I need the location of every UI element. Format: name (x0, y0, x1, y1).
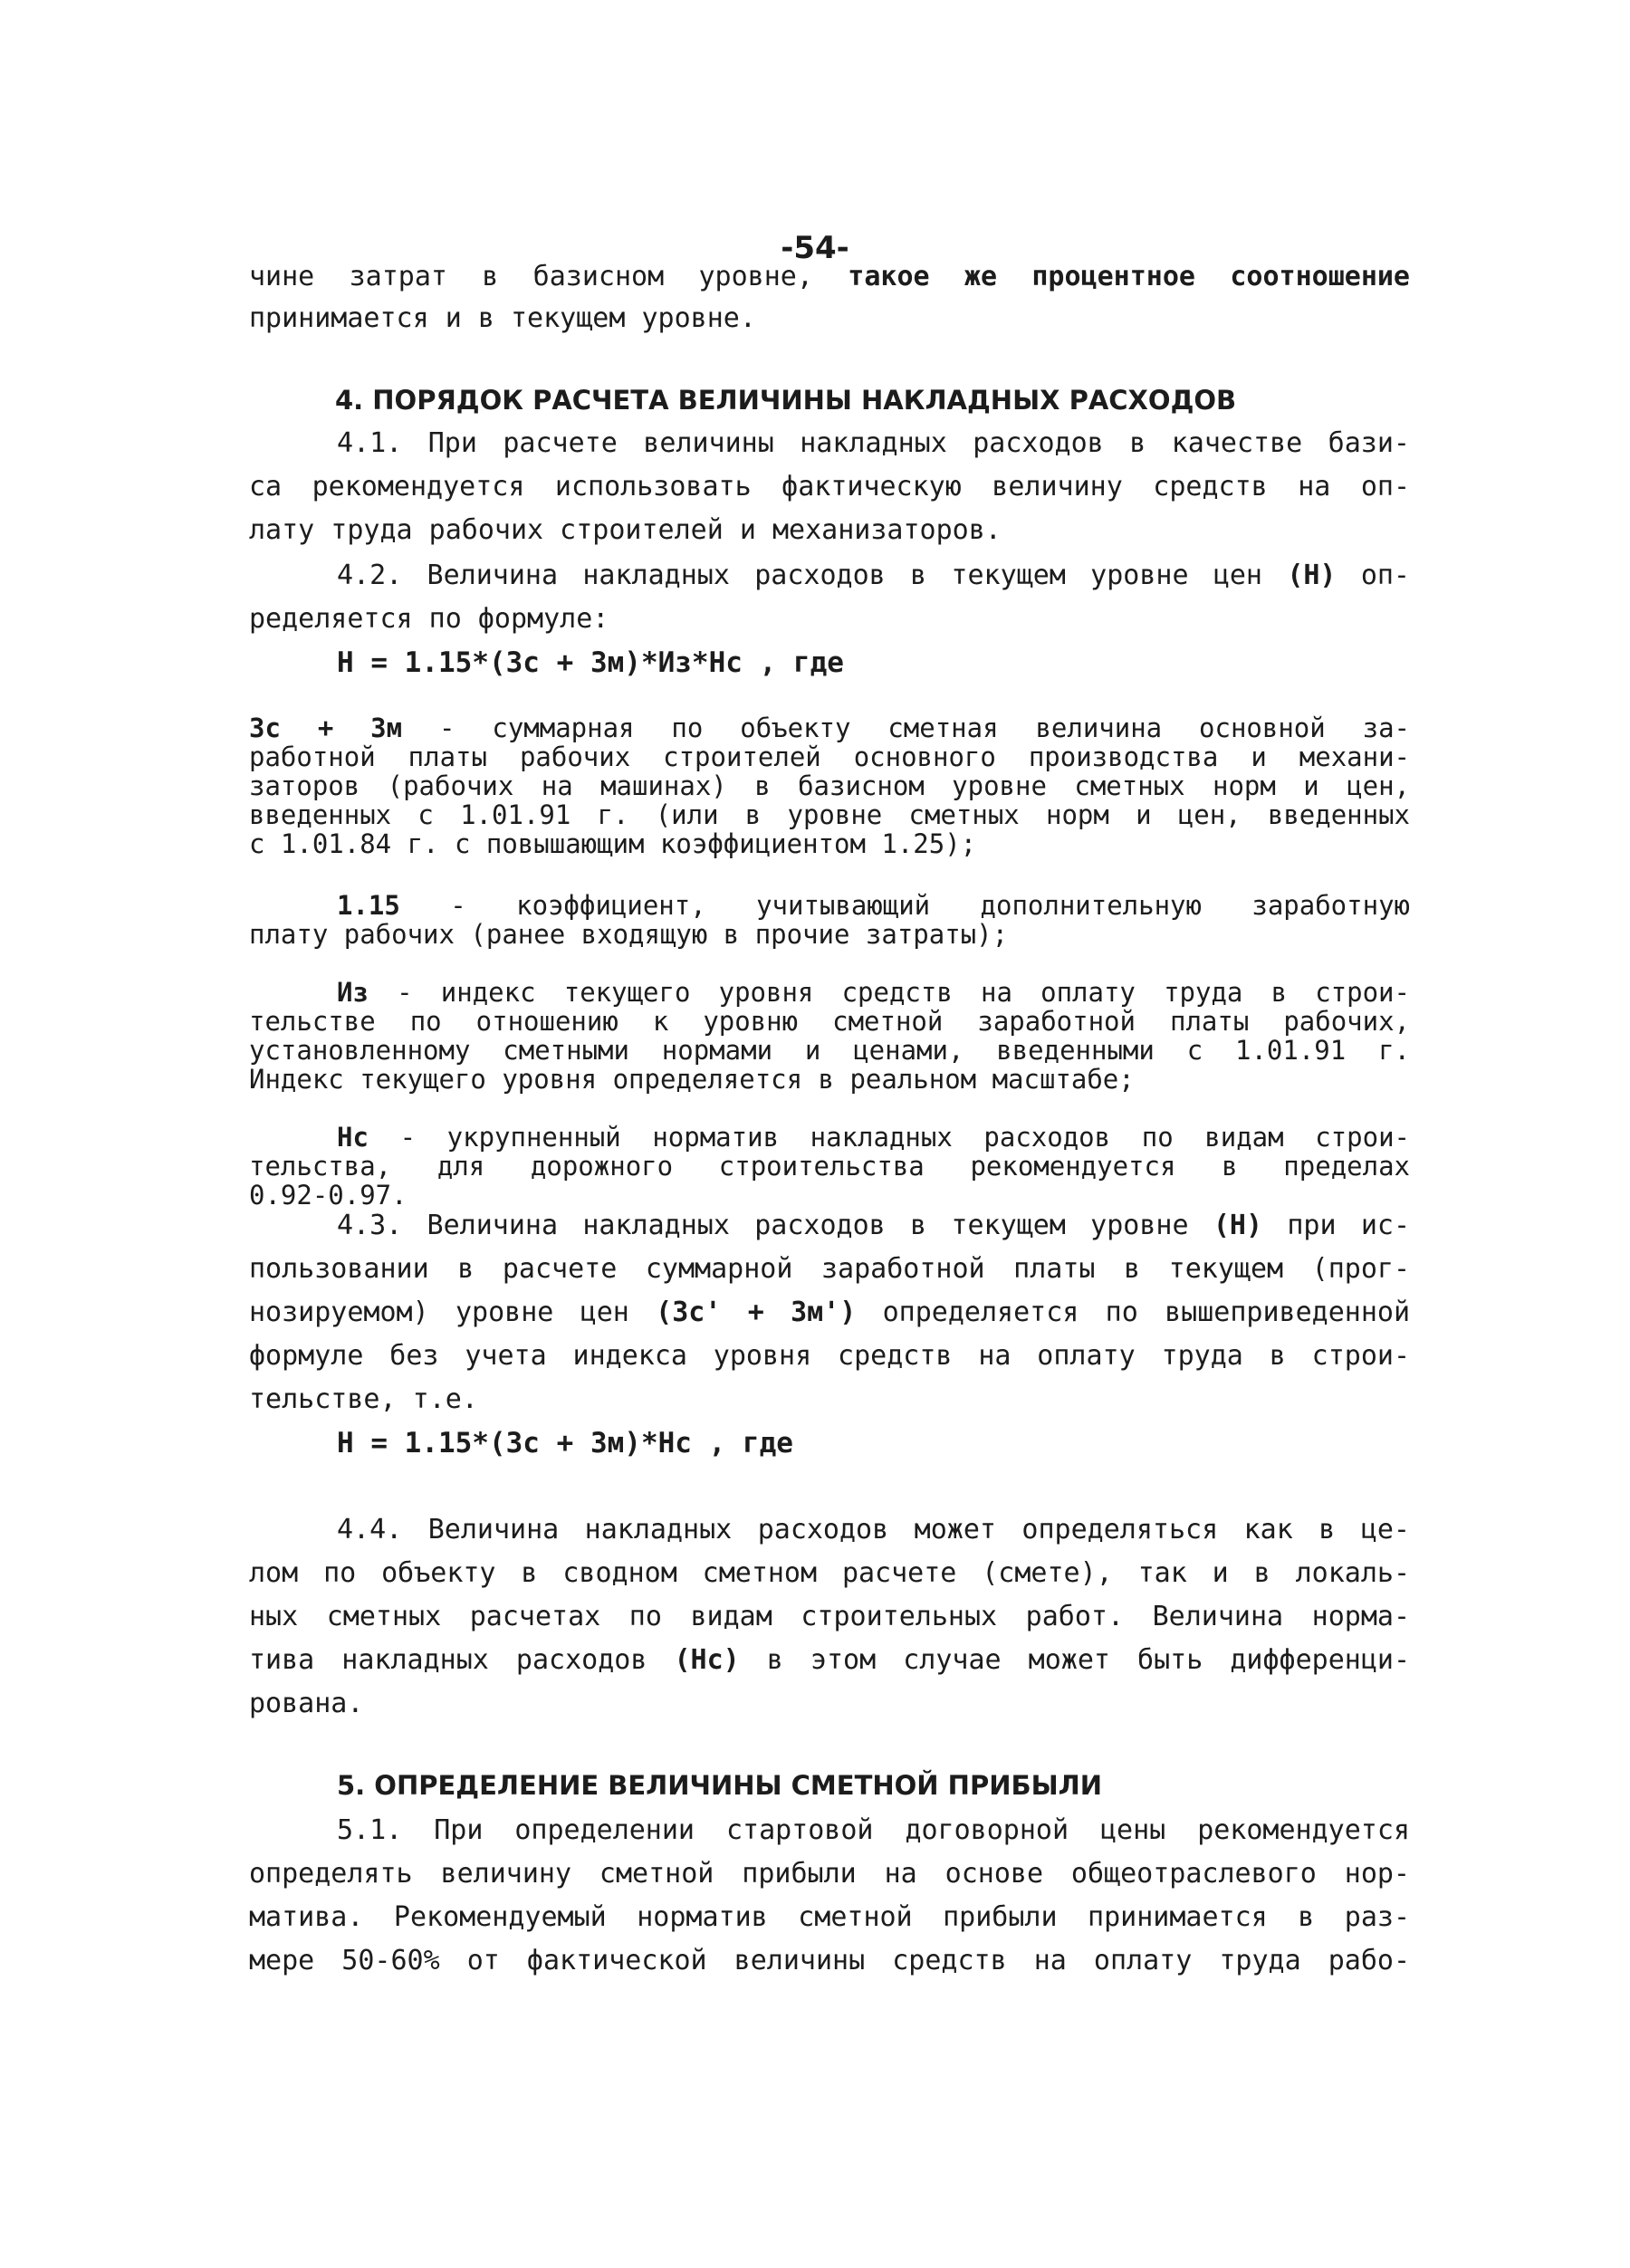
intro-line-2: принимается и в текущем уровне. (249, 302, 756, 334)
p43-symbol-n: (Н) (1213, 1210, 1263, 1241)
p43-line-2: пользовании в расчете суммарной заработной платы в текущем (прог- (249, 1253, 1410, 1285)
p42-hyphen: оп- (1360, 560, 1410, 591)
def-zc-term: Зс + Зм (249, 713, 403, 743)
formula-2: Н = 1.15*(Зс + Зм)*Нс , где (337, 1427, 793, 1459)
p44-line-3: ных сметных расчетах по видам строительных работ. Величина норма- (249, 1601, 1410, 1632)
p42-symbol-n: (Н) (1287, 560, 1337, 591)
p43-line-5: тельстве, т.е. (249, 1383, 478, 1415)
section-4-title: 4. ПОРЯДОК РАСЧЕТА ВЕЛИЧИНЫ НАКЛАДНЫХ РАСХОДОВ (335, 385, 1237, 416)
p44-text-a: тива накладных расходов (249, 1644, 647, 1676)
p44-line-4 (249, 1644, 1410, 1677)
p44-line-5: рована. (249, 1688, 364, 1719)
def-zc-line-3: заторов (рабочих на машинах) в базисном уровне сметных норм и цен, (249, 770, 1410, 801)
def-iz-line-1 (337, 978, 1410, 1007)
section-5-title: 5. ОПРЕДЕЛЕНИЕ ВЕЛИЧИНЫ СМЕТНОЙ ПРИБЫЛИ (337, 1770, 1102, 1801)
def-zc-line-4: введенных с 1.01.91 г. (или в уровне сметных норм и цен, введенных (249, 799, 1410, 830)
p42-line-1 (337, 560, 1410, 592)
p44-line-1: 4.4. Величина накладных расходов может определяться как в це- (337, 1514, 1410, 1545)
def-115-line-2: плату рабочих (ранее входящую в прочие затраты); (249, 919, 1009, 950)
p51-line-4: мере 50-60% от фактической величины средств на оплату труда рабо- (249, 1945, 1410, 1976)
p41-line-3: лату труда рабочих строителей и механизаторов. (249, 514, 1002, 546)
p43-text-c: определяется по вышеприведенной (882, 1297, 1411, 1328)
p42-line-2: ределяется по формуле: (249, 603, 609, 635)
p44-symbol: (Нс) (674, 1644, 740, 1676)
def-115-line-1 (337, 891, 1410, 920)
def-zc-line-5: с 1.01.84 г. с повышающим коэффициентом 1.25); (249, 828, 977, 859)
def-115-text: - коэффициент, учитывающий дополнительную заработную (450, 890, 1410, 921)
intro-line-1 (249, 261, 1410, 293)
p51-line-1: 5.1. При определении стартовой договорной цены рекомендуется (337, 1814, 1410, 1846)
intro-bold-text: такое же процентное соотношение (848, 261, 1410, 292)
def-nc-line-2: тельства, для дорожного строительства рекомендуется в пределах (249, 1151, 1410, 1182)
def-iz-line-3: установленному сметными нормами и ценами, введенными с 1.01.91 г. (249, 1035, 1410, 1066)
intro-text: чине затрат в базисном уровне, (249, 261, 813, 292)
p43-tail: при ис- (1287, 1210, 1411, 1241)
p43-text: 4.3. Величина накладных расходов в текущем уровне (337, 1210, 1189, 1241)
formula-1: Н = 1.15*(Зс + Зм)*Из*Нс , где (337, 646, 844, 679)
p41-line-1: 4.1. При расчете величины накладных расходов в качестве бази- (337, 427, 1410, 459)
page-number: -54- (781, 230, 849, 266)
p43-text-a: нозируемом) уровне цен (249, 1297, 629, 1328)
p51-line-3: матива. Рекомендуемый норматив сметной прибыли принимается в раз- (249, 1901, 1410, 1933)
p43-line-1 (337, 1210, 1410, 1242)
p51-line-2: определять величину сметной прибыли на основе общеотраслевого нор- (249, 1858, 1410, 1890)
def-zc-text: - суммарная по объекту сметная величина основной за- (439, 713, 1410, 743)
def-iz-text: - индекс текущего уровня средств на оплату труда в строи- (397, 977, 1410, 1008)
def-nc-line-3: 0.92-0.97. (249, 1180, 408, 1211)
def-nc-term: Нс (337, 1122, 369, 1153)
def-zc-line-2: работной платы рабочих строителей основного производства и механи- (249, 742, 1410, 772)
p43-line-4: формуле без учета индекса уровня средств на оплату труда в строи- (249, 1340, 1410, 1372)
p42-text: 4.2. Величина накладных расходов в текущем уровне цен (337, 560, 1262, 591)
def-nc-line-1 (337, 1123, 1410, 1152)
p44-text-c: в этом случае может быть дифференци- (766, 1644, 1411, 1676)
def-iz-line-4: Индекс текущего уровня определяется в реальном масштабе; (249, 1064, 1135, 1095)
p44-line-2: лом по объекту в сводном сметном расчете (смете), так и в локаль- (249, 1557, 1410, 1589)
def-iz-term: Из (337, 977, 369, 1008)
p43-symbols: (Зс' + Зм') (656, 1297, 857, 1328)
def-115-term: 1.15 (337, 890, 400, 921)
p41-line-2: са рекомендуется использовать фактическую величину средств на оп- (249, 471, 1410, 502)
def-zc-line-1 (249, 713, 1410, 742)
p43-line-3 (249, 1297, 1410, 1329)
def-iz-line-2: тельстве по отношению к уровню сметной заработной платы рабочих, (249, 1006, 1410, 1037)
def-nc-text: - укрупненный норматив накладных расходов по видам строи- (399, 1122, 1410, 1153)
